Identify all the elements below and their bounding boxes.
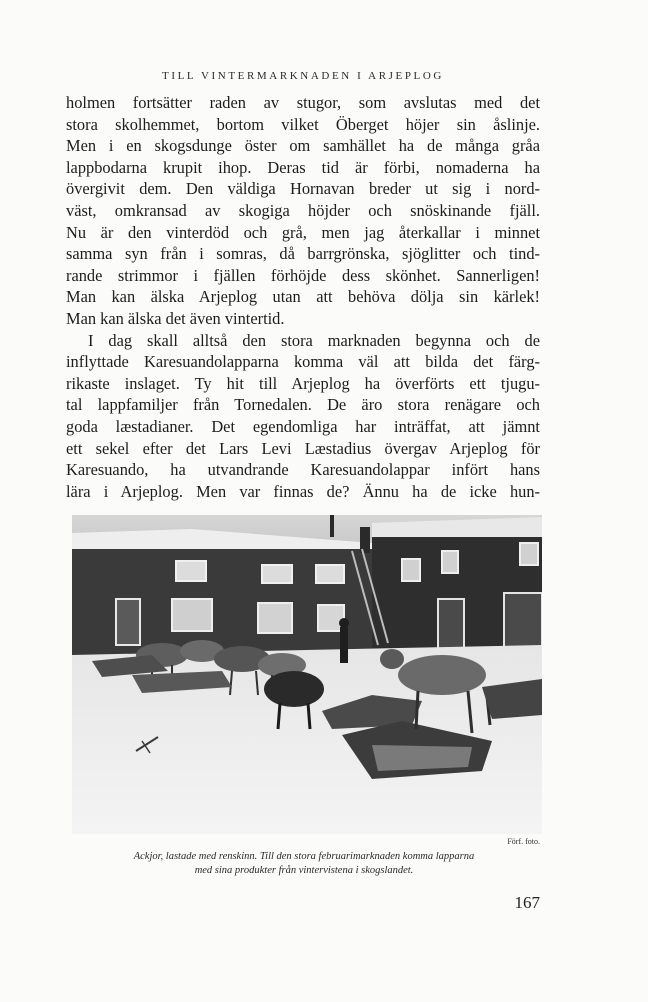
text-line: ett sekel efter det Lars Levi Læstadius övergav Arjeplog för [66,438,540,458]
text-line: lappbodarna krupit ihop. Deras tid är förbi, nomaderna ha [66,157,540,177]
text-line: övergivit dem. Den väldiga Hornavan breder ut sig i nord- [66,179,540,199]
text-line: Nu är den vinterdöd och grå, men jag återkallar i minnet [66,222,540,242]
text-line: Men i en skogsdunge öster om samhället ha de många gråa [66,136,540,156]
photo-illustration [72,515,542,834]
running-head: TILL VINTERMARKNADEN I ARJEPLOG [162,70,444,82]
photo-credit: Förf. foto. [507,837,540,846]
text-line: rande strimmor i fjällen förhöjde dess skönhet. Sannerligen! [66,265,540,285]
caption-line: Ackjor, lastade med renskinn. Till den stora februarimarknaden komma lapparna [133,851,475,862]
text-line: inflyttade Karesuandolapparna komma väl att bilda det färg- [66,352,540,372]
text-line: holmen fortsätter raden av stugor, som avslutas med det [66,93,540,112]
text-line: Man kan älska Arjeplog utan att behöva dölja sin kärlek! [66,287,540,307]
text-line: Man kan älska det även vintertid. [66,308,285,328]
caption-line: med sina produkter från vintervistena i skogslandet. [194,865,414,876]
page-number: 167 [514,893,540,912]
text-line: samma syn från i somras, då barrgrönska, sjöglitter och tind- [66,244,540,264]
body-text [66,92,540,502]
reindeer-sled-photo [72,515,542,834]
text-line: I dag skall alltså den stora marknaden begynna och de [88,330,540,350]
text-line: tal lappfamiljer från Tornedalen. De äro stora renägare och [66,395,540,415]
photo-caption [66,850,542,878]
text-line: väst, omkransad av skogiga höjder och snöskinande fjäll. [66,200,540,220]
text-line: rikaste inslaget. Ty hit till Arjeplog ha överförts ett tjugu- [66,373,540,393]
text-line: goda læstadianer. Det egendomliga har inträffat, att jämnt [66,416,540,436]
text-line: stora skolhemmet, bortom vilket Öberget höjer sin åslinje. [66,114,540,134]
text-line: lära i Arjeplog. Men var finnas de? Ännu ha de icke hun- [66,481,540,501]
text-line: Karesuando, ha utvandrande Karesuandolappar infört hans [66,460,540,480]
